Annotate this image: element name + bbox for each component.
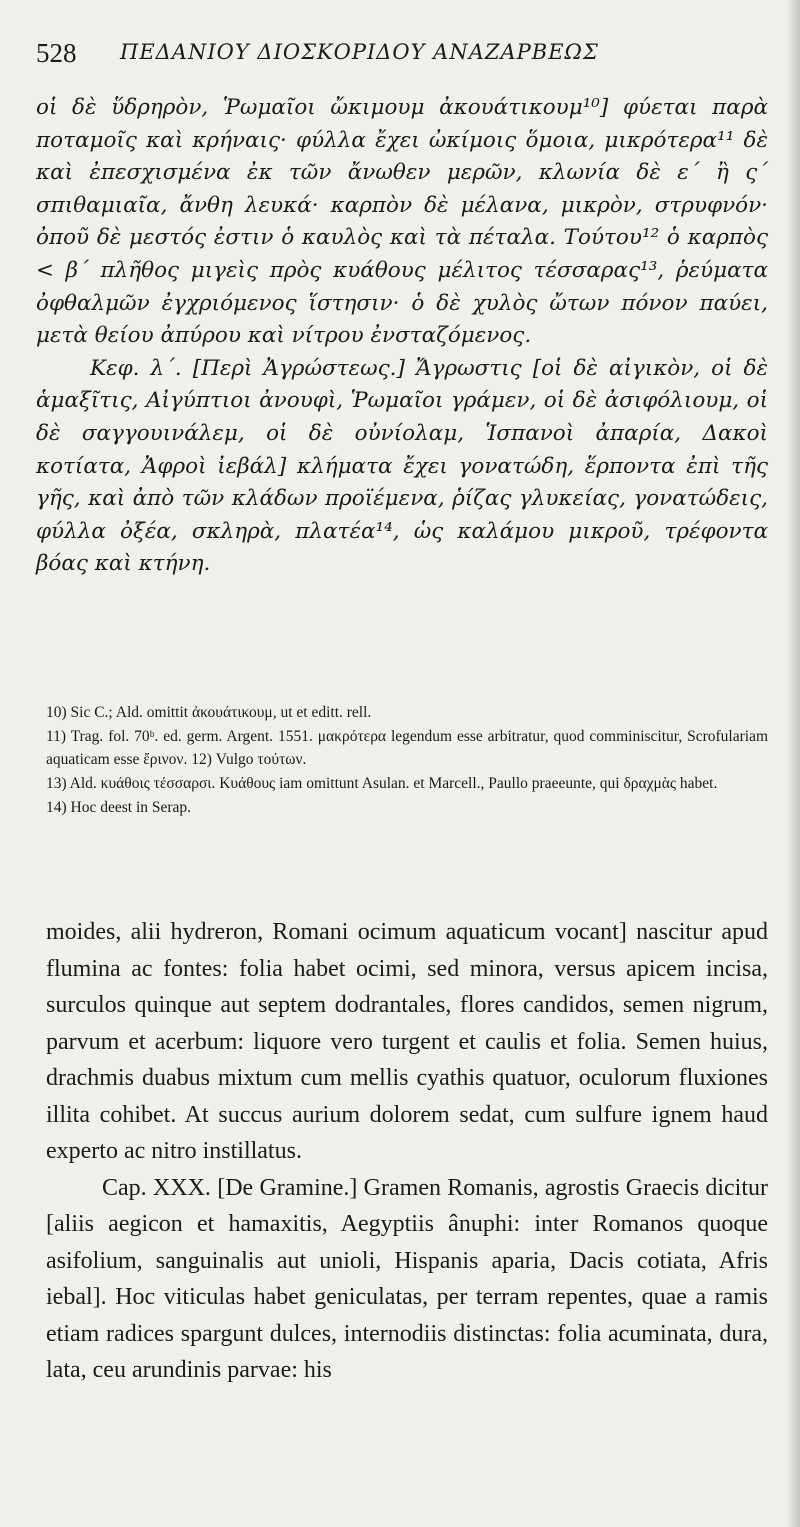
latin-paragraph-1: moides, alii hydreron, Romani ocimum aquaticum vocant] nascitur apud flumina ac fontes: folia habet ocimi, sed minora, versus apicem incisa, surculos quinque aut septem dodrantales, flores candidos, semen nigrum, parvum et acerbum: liquore vero turgent et caulis et folia. Semen huius, drachmis duabus mixtum cum mellis cyathis quatuor, oculorum fluxiones illita cohibet. At succus aurium dolorem sedat, cum sulfure ignem haud experto ac nitro instillatus. <box>46 919 768 1164</box>
footnote-10: 10) Sic C.; Ald. omittit ἀκουάτικουμ, ut et editt. rell. <box>46 704 372 721</box>
latin-text-block <box>46 914 768 1389</box>
footnotes <box>46 701 768 820</box>
footnote-14: 14) Hoc deest in Serap. <box>46 798 192 816</box>
greek-text-block <box>36 92 768 581</box>
footnote-13: 13) Ald. κυάθοις τέσσαρσι. Κυάθους iam omittunt Asulan. et Marcell., Paullo praeeunte, qui δραχμὰς habet. <box>46 775 718 793</box>
latin-paragraph-2: Cap. XXX. [De Gramine.] Gramen Romanis, agrostis Graecis dicitur [aliis aegicon et hamaxitis, Aegyptiis ânuphi: inter Romanos quoque asifolium, sanguinalis aut unioli, Hispanis aparia, Dacis cotiata, Afris iebal]. Hoc viticulas habet geniculatas, per terram repentes, quae a ramis etiam radices spargunt dulces, internodiis distinctas: folia acuminata, dura, lata, ceu arundinis parvae: his <box>46 1174 768 1383</box>
footnote-11-12: 11) Trag. fol. 70ᵇ. ed. germ. Argent. 1551. μακρότερα legendum esse arbitratur, quod comminiscitur, Scrofulariam aquaticam esse ἔρινον. 12) Vulgo τούτων. <box>46 727 768 769</box>
running-title: ΠΕΔΑΝΙΟΥ ΔΙΟΣΚΟΡΙΔΟΥ ΑΝΑΖΑΡΒΕΩΣ <box>120 40 599 64</box>
page-number: 528 <box>36 38 77 68</box>
page-header <box>36 32 766 72</box>
greek-paragraph-2: Κεφ. λ΄. [Περὶ Ἀγρώστεως.] Ἄγρωστις [οἱ δὲ αἰγικὸν, οἱ δὲ ἁμαξῖτις, Αἰγύπτιοι ἀνουφὶ, Ῥωμαῖοι γράμεν, οἱ δὲ ἀσιφόλιουμ, οἱ δὲ σαγγουινάλεμ, οἱ δὲ οὐνίολαμ, Ἱσπανοὶ ἀπαρία, Δακοὶ κοτίατα, Ἀφροὶ ἰεβάλ] κλήματα ἔχει γονατώδη, ἕρποντα ἐπὶ τῆς γῆς, καὶ ἀπὸ τῶν κλάδων προϊέμενα, ῥίζας γλυκείας, γονατώδεις, φύλλα ὀξέα, σκληρὰ, πλατέα¹⁴, ὡς καλάμου μικροῦ, τρέφοντα βόας καὶ κτήνη. <box>36 355 768 577</box>
greek-paragraph-1: οἱ δὲ ὕδρηρὸν, Ῥωμαῖοι ὤκιμουμ ἀκουάτικουμ¹⁰] φύεται παρὰ ποταμοῖς καὶ κρήναις· φύλλα ἔχει ὠκίμοις ὅμοια, μικρότερα¹¹ δὲ καὶ ἐπεσχισμένα ἐκ τῶν ἄνωθεν μερῶν, κλωνία δὲ ε΄ ἢ ς΄ σπιθαμιαῖα, ἄνθη λευκά· καρπὸν δὲ μέλανα, μικρὸν, στρυφνόν· ὀποῦ δὲ μεστός ἐστιν ὁ καυλὸς καὶ τὰ πέταλα. Τούτου¹² ὁ καρπὸς < β΄ πλῆθος μιγεὶς πρὸς κυάθους μέλιτος τέσσαρας¹³, ῥεύματα ὀφθαλμῶν ἐγχριόμενος ἵστησιν· ὁ δὲ χυλὸς ὤτων πόνον παύει, μετὰ θείου ἀπύρου καὶ νίτρου ἐνσταζόμενος. <box>36 95 768 349</box>
